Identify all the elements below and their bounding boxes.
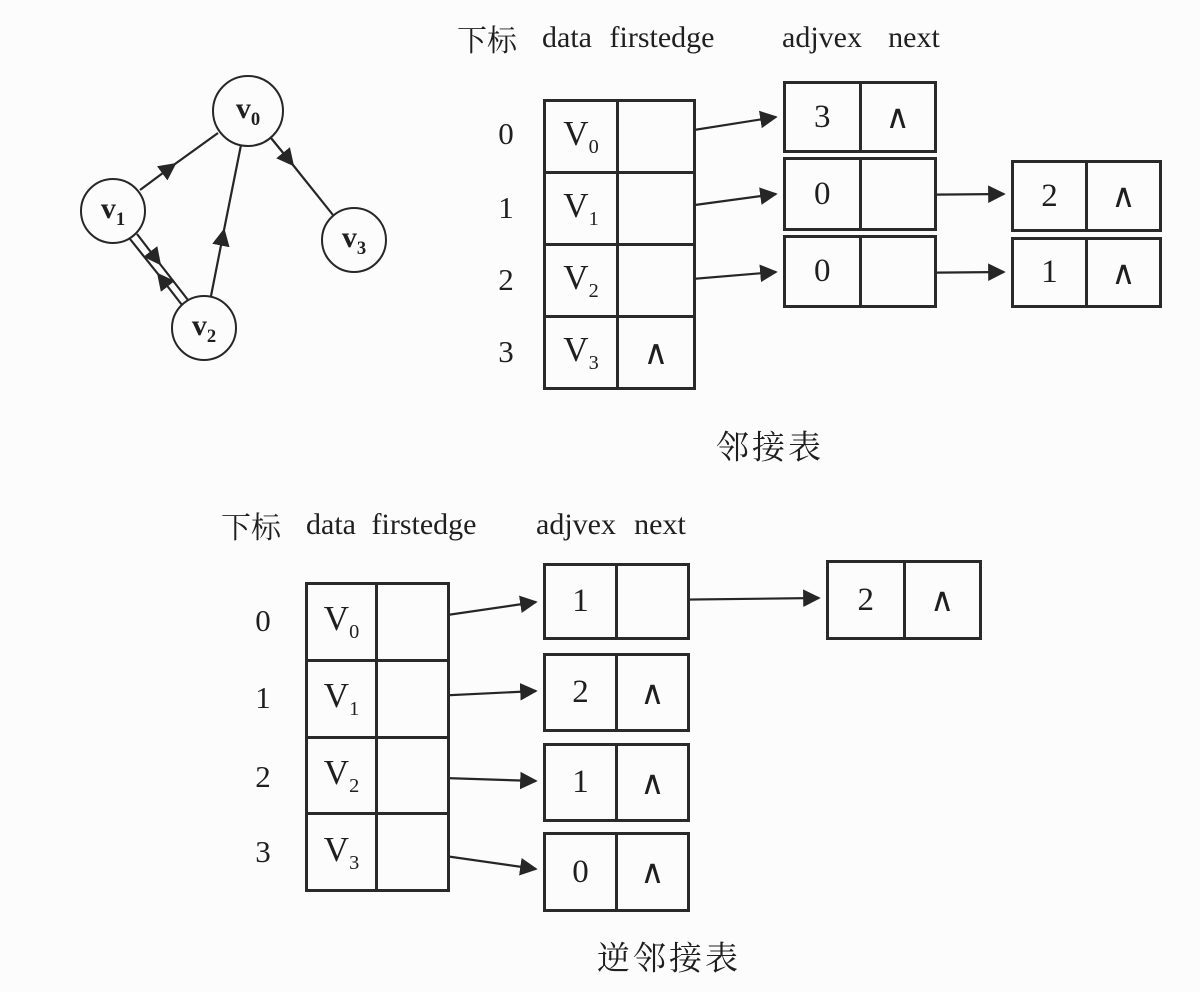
data-cell-v1: $V_1$: [546, 174, 619, 243]
adj-header-index: 下标: [457, 25, 517, 58]
edge-v2-to-v0: [211, 145, 241, 296]
data-cell-v3: $V_3$: [308, 815, 378, 889]
adjacency-list-caption: 邻接表: [716, 430, 824, 467]
adjvex-cell: 0: [786, 160, 862, 228]
adj-edge-node-row1-b: [1011, 160, 1162, 232]
next-cell: ∧: [640, 765, 665, 802]
inv-index-1: 1: [255, 680, 271, 715]
next-cell: ∧: [885, 100, 910, 136]
data-cell-v0: $V_0$: [546, 102, 619, 171]
table-row: [546, 315, 693, 387]
inv-edge-node-row2: [543, 743, 690, 822]
edge-v2-to-v1: [130, 239, 182, 305]
adj-header-adjvex: adjvex: [782, 21, 862, 54]
data-cell-v0: $V_0$: [308, 585, 378, 659]
data-cell-v1: $V_1$: [308, 662, 378, 736]
firstedge-cell-3: ∧: [643, 334, 669, 372]
firstedge-cell-2: [619, 246, 693, 315]
adjvex-cell: 0: [546, 835, 618, 909]
inv-header-data: data: [306, 508, 356, 541]
next-cell: ∧: [640, 855, 665, 891]
next-cell: [618, 566, 687, 637]
table-row: [546, 102, 693, 171]
adj-edge-node-row2-b: [1011, 237, 1162, 308]
inv-header-adjvex: adjvex: [536, 508, 616, 541]
graph-vertex-v1: [80, 178, 146, 244]
inv-index-3: 3: [255, 834, 271, 869]
next-cell: [862, 160, 935, 228]
adjvex-cell: 1: [1014, 240, 1088, 305]
adjvex-cell: 1: [546, 566, 618, 637]
adjvex-cell: 1: [546, 746, 618, 819]
adjvex-cell: 3: [786, 84, 862, 150]
inv-header-next: next: [634, 508, 686, 541]
next-cell: ∧: [1111, 255, 1136, 292]
inv-edge-node-row3: [543, 832, 690, 912]
vertex-label: $v_0$: [235, 91, 261, 130]
firstedge-cell-0: [619, 102, 693, 171]
inv-edge-node-row0-a: [543, 563, 690, 640]
adj-edge-node-row0-a: [783, 81, 937, 153]
adj-edge-node-row2-a: [783, 235, 937, 308]
vertex-label: $v_1$: [100, 191, 126, 230]
inverse-vertex-table: [305, 582, 450, 892]
next-cell: ∧: [1111, 179, 1136, 215]
next-cell: ∧: [930, 583, 955, 619]
firstedge-cell-0: [378, 585, 447, 659]
adj-index-2: 2: [498, 262, 514, 297]
data-cell-v3: $V_3$: [546, 318, 619, 387]
firstedge-cell-3: [378, 815, 447, 889]
edge-v1-to-v2: [137, 234, 188, 300]
table-row: [546, 243, 693, 315]
graph-vertex-v0: [212, 75, 284, 147]
inv-header-index: 下标: [221, 512, 281, 545]
inv-edge-node-row0-b: [826, 560, 982, 640]
adj-index-0: 0: [498, 116, 514, 151]
edge-v1-to-v0: [140, 133, 218, 190]
table-row: [308, 585, 447, 659]
graph-vertex-v2: [171, 295, 237, 361]
adj-index-3: 3: [498, 334, 514, 369]
inv-edge-node-row1: [543, 653, 690, 732]
adj-header-next: next: [888, 21, 940, 54]
firstedge-cell-1: [378, 662, 447, 736]
table-row: [546, 171, 693, 243]
adj-header-firstedge: firstedge: [609, 21, 715, 54]
table-row: [308, 736, 447, 813]
graph-edges: [130, 133, 333, 305]
table-row: [308, 812, 447, 889]
adjvex-cell: 2: [546, 656, 618, 729]
next-cell: [862, 238, 935, 305]
inverse-adjacency-list-caption: 逆邻接表: [597, 941, 741, 978]
adjvex-cell: 2: [1014, 163, 1088, 229]
adj-header-data: data: [542, 21, 592, 54]
vertex-label: $v_3$: [341, 220, 367, 259]
firstedge-cell-1: [619, 174, 693, 243]
adjvex-cell: 2: [829, 563, 906, 637]
table-row: [308, 659, 447, 736]
inv-index-2: 2: [255, 759, 271, 794]
adj-edge-node-row1-a: [783, 157, 937, 231]
graph-vertex-v3: [321, 207, 387, 273]
data-cell-v2: $V_2$: [308, 739, 378, 813]
next-cell: ∧: [640, 675, 665, 712]
adjacency-vertex-table: [543, 99, 696, 390]
vertex-label: $v_2$: [191, 308, 217, 347]
inv-header-firstedge: firstedge: [371, 508, 477, 541]
firstedge-cell-2: [378, 739, 447, 813]
inv-index-0: 0: [255, 603, 271, 638]
data-cell-v2: $V_2$: [546, 246, 619, 315]
adj-index-1: 1: [498, 190, 514, 225]
edge-v0-to-v3: [271, 138, 333, 215]
adjvex-cell: 0: [786, 238, 862, 305]
